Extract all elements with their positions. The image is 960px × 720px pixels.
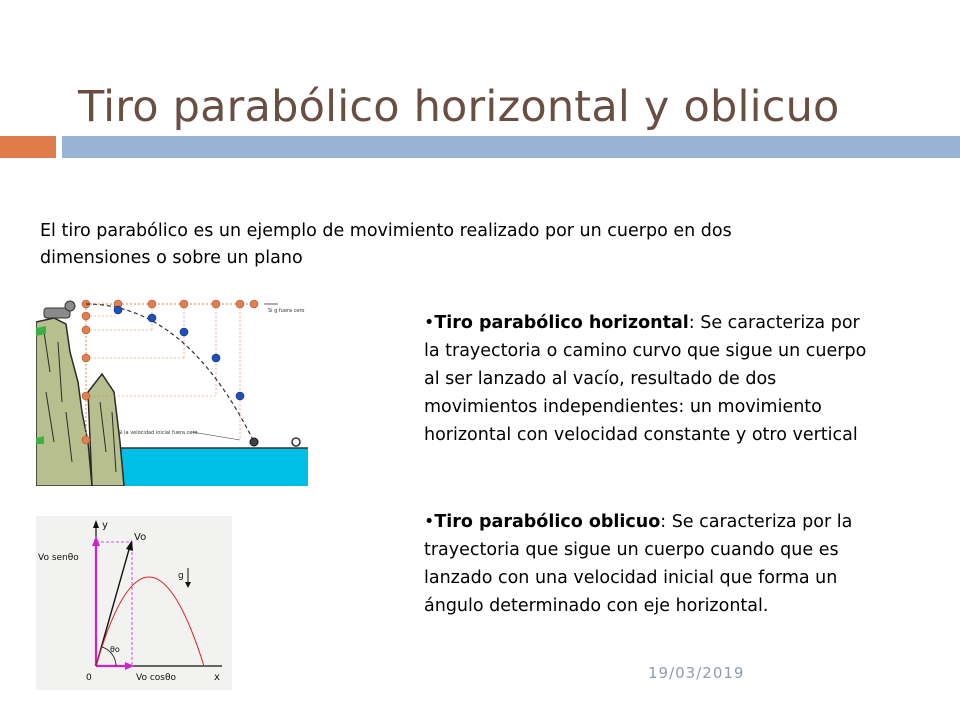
bullet-horizontal-text: : Se caracteriza por la trayectoria o camino curvo que sigue un cuerpo al ser lanzado al vacío, resultado de dos movimientos independientes: un movimiento horizontal con velocidad constante y otro vertical (424, 313, 867, 445)
bullet-oblique: •Tiro parabólico oblicuo: Se caracteriza por la trayectoria que sigue un cuerpo cuando que es lanzado con una velocidad inicial que forma un ángulo determinado con eje horizontal. (424, 512, 853, 616)
water-area (96, 448, 308, 486)
bullet-oblique-heading: Tiro parabólico oblicuo (434, 512, 661, 532)
bullet-horizontal-heading: Tiro parabólico horizontal (434, 313, 689, 333)
label-vx: Vo cosθo (136, 673, 176, 683)
oblique-launch-figure (36, 516, 232, 690)
title-accent-bar-blue (62, 136, 960, 158)
label-v0: Vo (134, 532, 147, 543)
title-accent-bar-orange (0, 136, 56, 158)
bullet-oblique-text: : Se caracteriza por la trayectoria que sigue un cuerpo cuando que es lanzado con una velocidad inicial que forma un ángulo determinado con eje horizontal. (424, 512, 853, 616)
label-v-zero: Si la velocidad inicial fuera cero (118, 430, 198, 436)
label-y: y (102, 520, 108, 531)
label-vy: Vo senθo (38, 553, 79, 563)
horizontal-launch-figure (36, 292, 308, 486)
label-g-zero: Si g fuera cero (268, 308, 305, 314)
bullet-horizontal: •Tiro parabólico horizontal: Se caracteriza por la trayectoria o camino curvo que sigue un cuerpo al ser lanzado al vacío, resultado de dos movimientos independientes: un movimiento horizontal con velocidad constante y otro vertical (424, 313, 867, 445)
label-g: g (178, 571, 184, 581)
label-angle: θo (110, 645, 120, 654)
slide-title: Tiro parabólico horizontal y oblicuo (78, 82, 840, 132)
intro-text: El tiro parabólico es un ejemplo de movimiento realizado por un cuerpo en dos dimensiones o sobre un plano (40, 221, 732, 268)
slide-date: 19/03/2019 (648, 664, 745, 682)
label-origin: 0 (86, 673, 92, 683)
label-x: x (214, 672, 220, 683)
